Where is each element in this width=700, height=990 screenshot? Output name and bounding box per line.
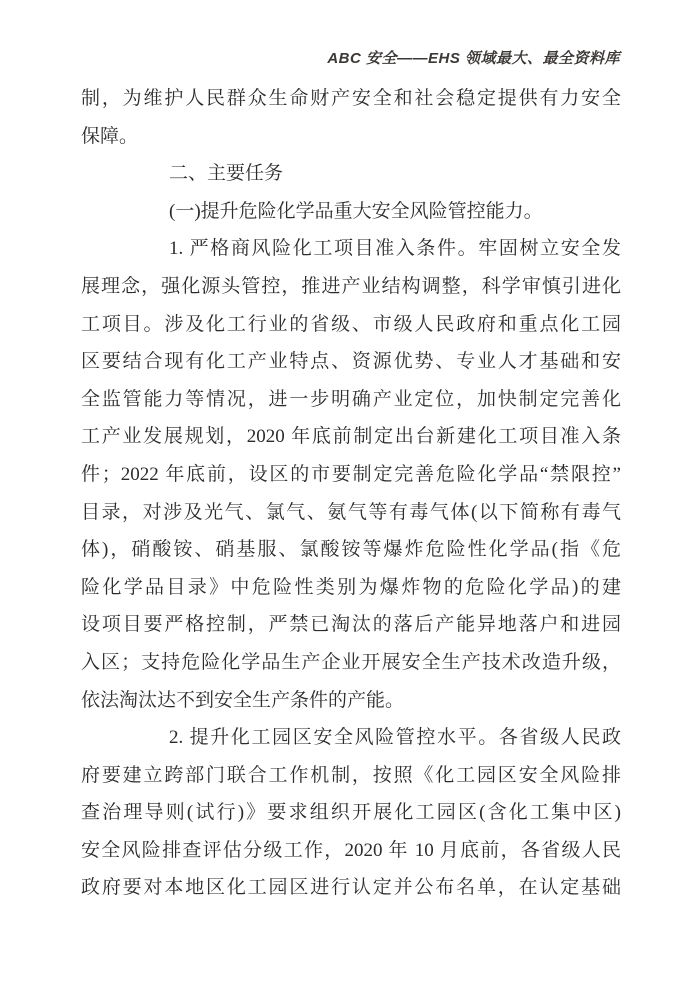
text-line: 依法淘汰达不到安全生产条件的产能。 [81, 689, 405, 711]
text-line: 安全风险排查评估分级工作，2020 年 10 月底前，各省级人民 [81, 839, 621, 861]
text-line: 2. 提升化工园区安全风险管控水平。各省级人民政 [169, 727, 621, 749]
text-line: 工项目。涉及化工行业的省级、市级人民政府和重点化工园 [81, 313, 621, 335]
text-line: 体)，硝酸铵、硝基服、氯酸铵等爆炸危险性化学品(指《危 [81, 539, 621, 561]
text-line: 区要结合现有化工产业特点、资源优势、专业人才基础和安 [81, 351, 621, 373]
paragraph [81, 80, 621, 155]
paragraph [81, 193, 621, 231]
text-line: 入区；支持危险化学品生产企业开展安全生产技术改造升级， [81, 651, 621, 673]
text-line: 制，为维护人民群众生命财产安全和社会稳定提供有力安全 [81, 88, 621, 109]
paragraph [81, 719, 621, 907]
text-line: 1. 严格商风险化工项目准入条件。牢固树立安全发 [169, 238, 621, 260]
text-line: 府要建立跨部门联合工作机制，按照《化工园区安全风险排 [81, 764, 621, 786]
document-body [81, 80, 621, 907]
text-line: 设项目要严格控制，严禁已淘汰的落后产能异地落户和进园 [81, 614, 621, 636]
text-line: 查治理导则(试行)》要求组织开展化工园区(含化工集中区) [81, 802, 621, 824]
text-line: 二、主要任务 [169, 163, 284, 185]
text-line: 展理念，强化源头管控，推进产业结构调整，科学审慎引进化 [81, 275, 621, 297]
text-line: (一)提升危险化学品重大安全风险管控能力。 [169, 200, 543, 222]
paragraph [81, 155, 621, 193]
text-line: 保障。 [81, 125, 139, 147]
text-line: 件；2022 年底前，设区的市要制定完善危险化学品“禁限控” [81, 463, 621, 485]
text-line: 工产业发展规划，2020 年底前制定出台新建化工项目准入条 [81, 426, 621, 448]
paragraph [81, 230, 621, 719]
text-line: 全监管能力等情况，进一步明确产业定位，加快制定完善化 [81, 388, 621, 410]
text-line: 目录，对涉及光气、氯气、氨气等有毒气体(以下简称有毒气 [81, 501, 621, 523]
page-header-watermark: ABC 安全——EHS 领域最大、最全资料库 [327, 50, 620, 67]
text-line: 政府要对本地区化工园区进行认定并公布名单，在认定基础 [81, 877, 621, 899]
text-line: 险化学品目录》中危险性类别为爆炸物的危险化学品)的建 [81, 576, 621, 598]
